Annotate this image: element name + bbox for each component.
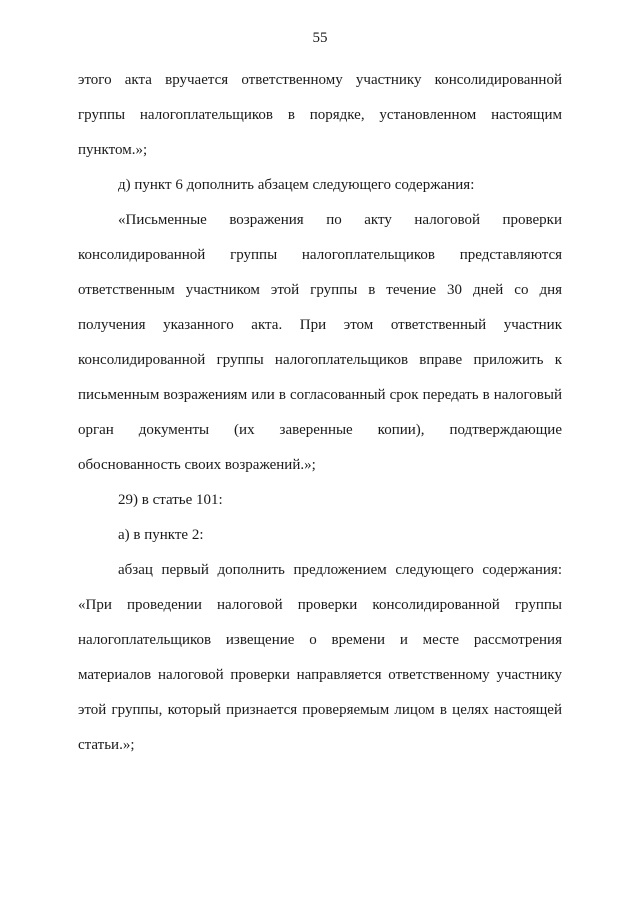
- paragraph-act-delivery: этого акта вручается ответственному участнику консолидированной группы налогоплательщиков в порядке, установленном настоящим пунктом.»;: [78, 72, 562, 158]
- page-number: 55: [312, 30, 328, 46]
- paragraph-article-101: 29) в статье 101:: [118, 492, 223, 508]
- document-body: [78, 63, 562, 763]
- paragraph-objections: «Письменные возражения по акту налоговой проверки консолидированной группы налогоплательщиков представляются ответственным участником этой группы в течение 30 дней со дня получения указанного акта. При этом ответственный участник консолидированной группы налогоплательщиков вправе приложить к письменным возражениям или в согласованный срок передать в налоговый орган документы (их заверенные копии), подтверждающие обоснованность своих возражений.»;: [78, 212, 562, 473]
- paragraph-point-a: а) в пункте 2:: [118, 527, 204, 543]
- paragraph-point-d: д) пункт 6 дополнить абзацем следующего содержания:: [118, 177, 475, 193]
- paragraph-first-addition: абзац первый дополнить предложением следующего содержания: «При проведении налоговой проверки консолидированной группы налогоплательщиков извещение о времени и месте рассмотрения материалов налоговой проверки направляется ответственному участнику этой группы, который признается проверяемым лицом в целях настоящей статьи.»;: [78, 562, 562, 753]
